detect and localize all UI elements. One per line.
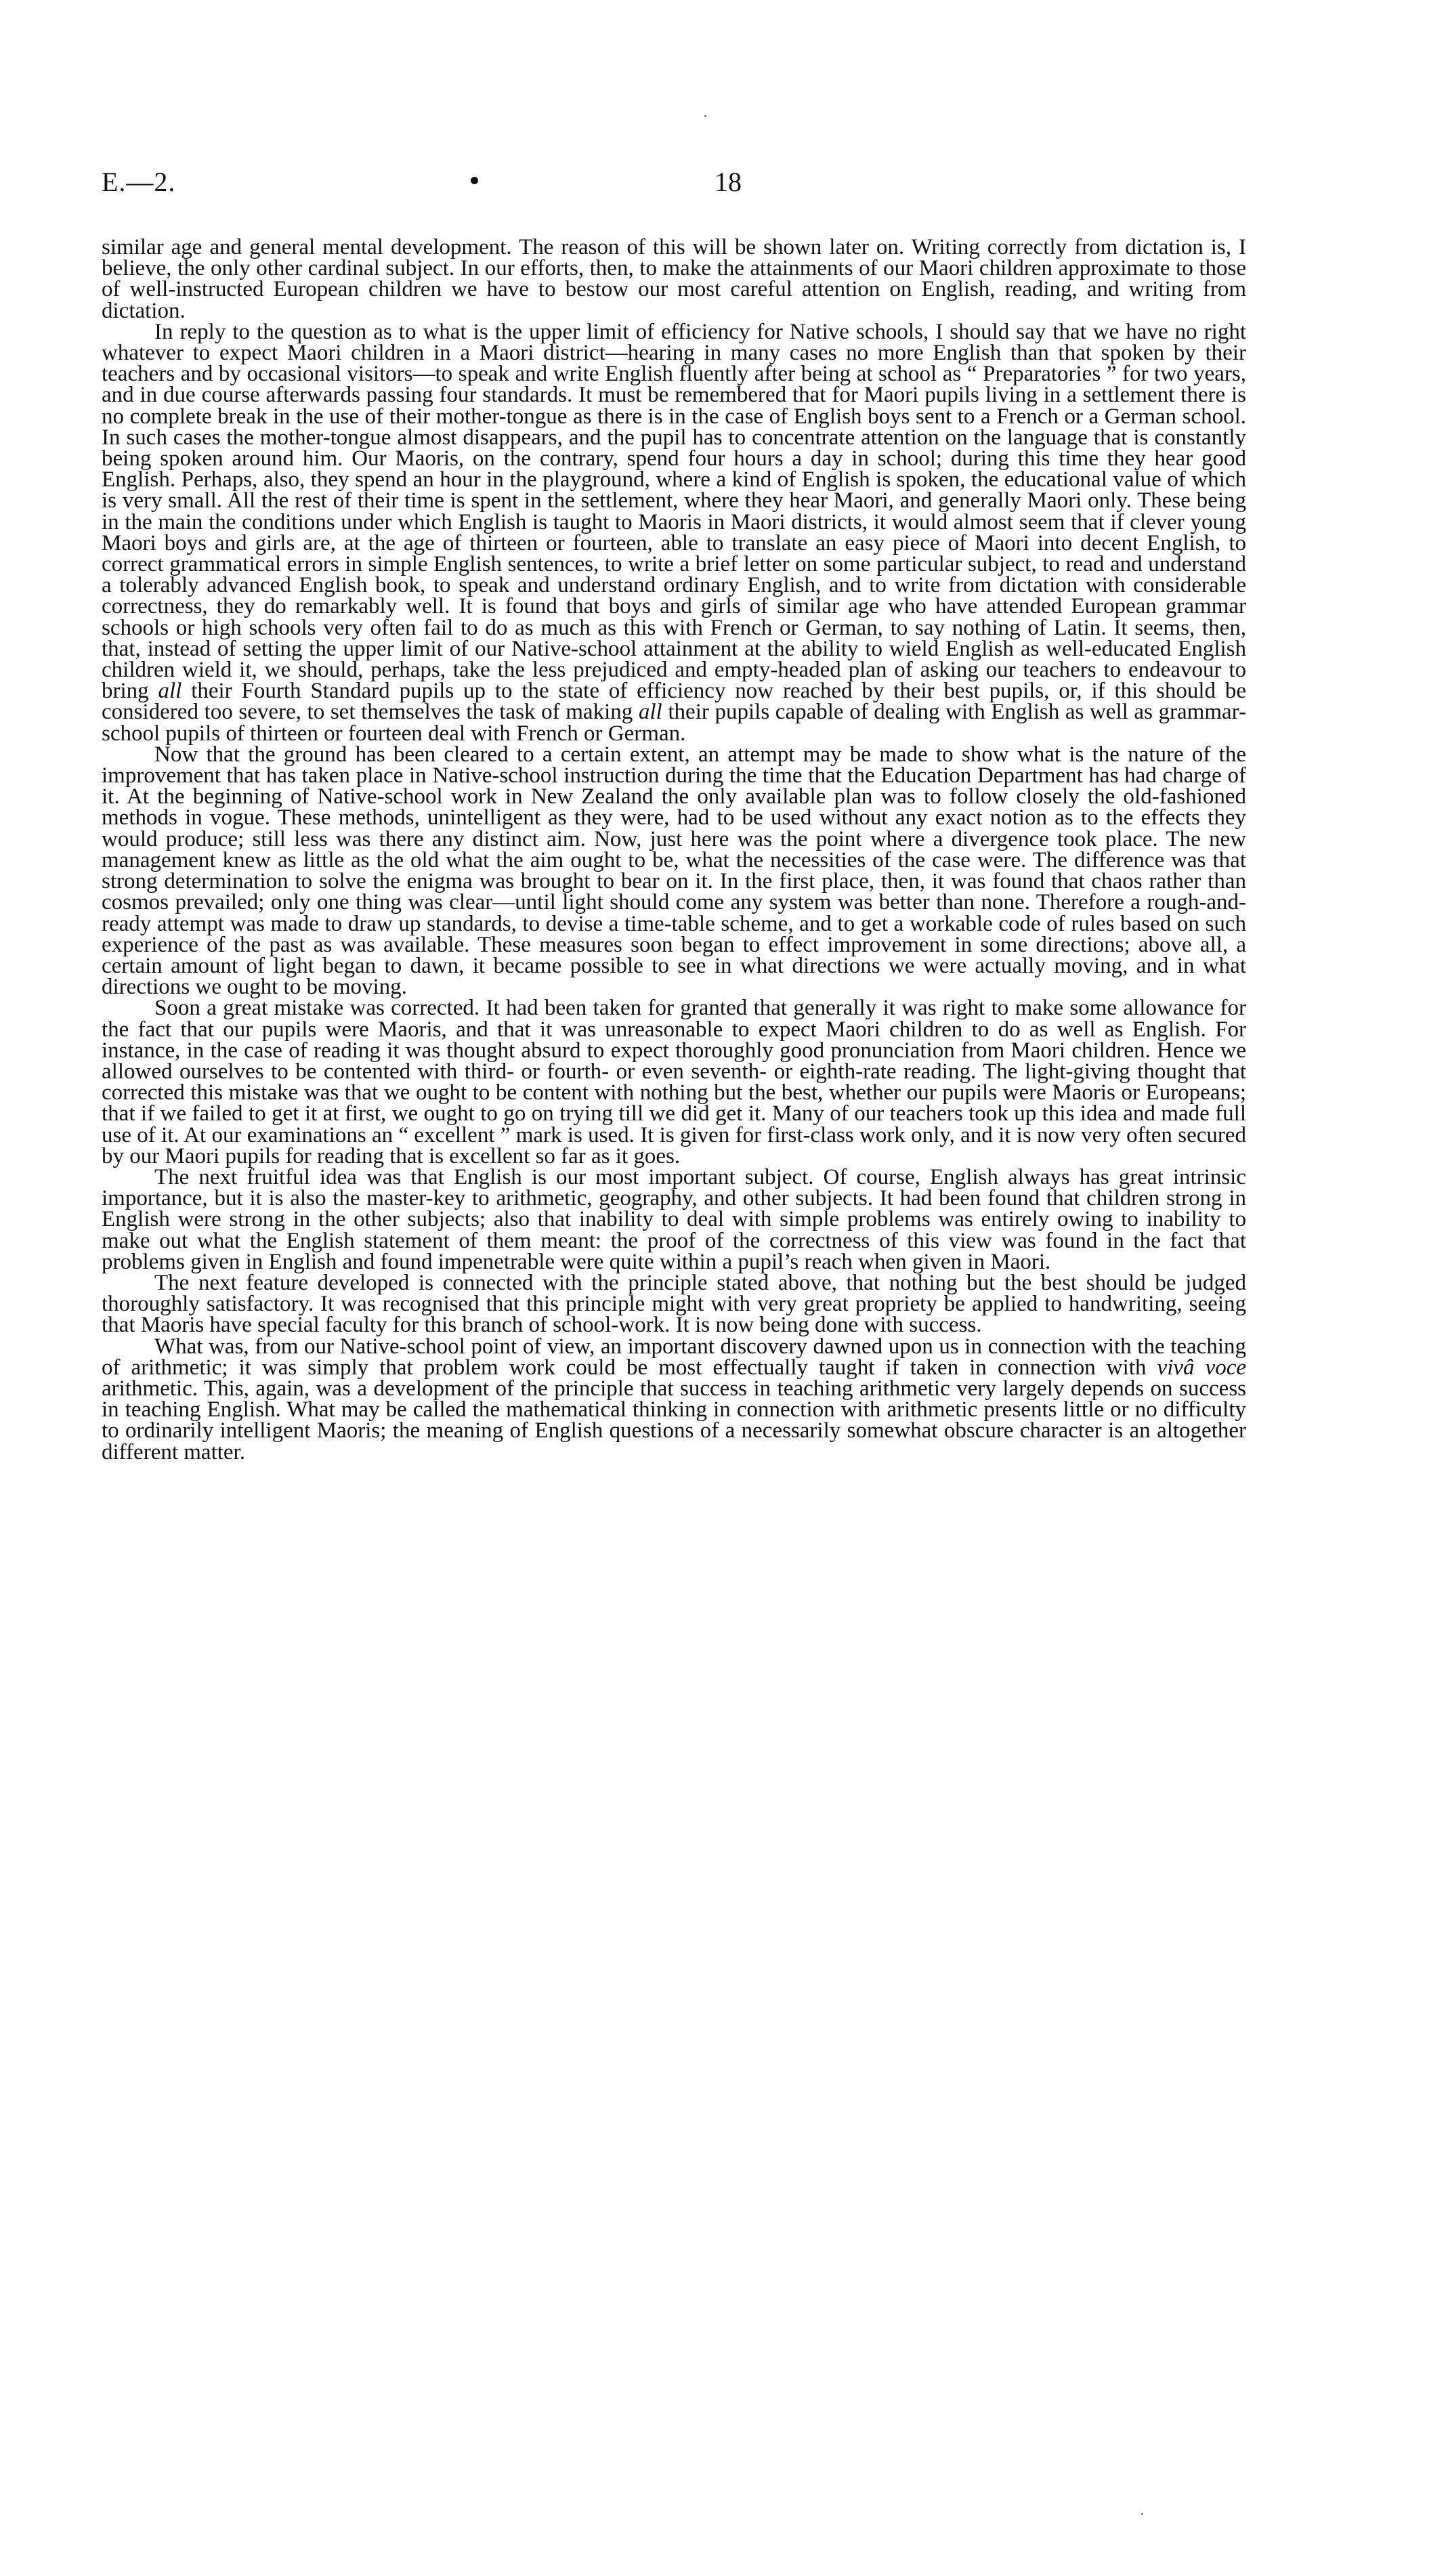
paragraph: The next feature developed is connected with the principle stated above, that nothing but the best should be judged thoroughly satisfactory. It was recognised that this principle might with very great propriety be applied to handwriting, seeing that Maoris have special faculty for this branch of school-work. It is now being done with success. xyxy=(102,1270,1246,1338)
paragraph-text: their Fourth Standard pupils up to the state of efficiency now reached by their best pupils, or, if this should be considered too severe, to set themselves the task of making xyxy=(102,679,1247,725)
paragraph xyxy=(102,1336,1246,1463)
emphasis-text: all xyxy=(158,679,182,704)
paragraph: Now that the ground has been cleared to a certain extent, an attempt may be made to show what is the nature of the improvement that has taken place in Native-school instruction during the time that the Education Department has had charge of it. At the beginning of Native-school work in New Zealand the only available plan was to follow closely the old-fashioned methods in vogue. These methods, unintelligent as they were, had to be used without any exact notion as to the effects they would produce; still less was there any distinct aim. Now, just here was the point where a divergence took place. The new management knew as little as the old what the aim ought to be, what the necessities of the case were. The difference was that strong determination to solve the enigma was brought to bear on it. In the first place, then, it was found that chaos rather than cosmos prevailed; only one thing was clear—until light should come any system was better than none. Therefore a rough-and-ready attempt was made to draw up standards, to devise a time-table scheme, and to get a workable code of rules based on such experience of the past as was available. These measures soon began to effect improvement in some directions; above all, a certain amount of light began to dawn, it became possible to see in what directions we were actually moving, and in what directions we ought to be moving. xyxy=(102,742,1246,1000)
document-code: E.—2. xyxy=(102,167,176,197)
paragraph: Soon a great mistake was corrected. It had been taken for granted that generally it was right to make some allowance for the fact that our pupils were Maoris, and that it was unreasonable to expect Maori children to do as well as English. For instance, in the case of reading it was thought absurd to expect thoroughly good pronunciation from Maori children. Hence we allowed ourselves to be contented with third- or fourth- or even seventh- or eighth-rate reading. The light-giving thought that corrected this mistake was that we ought to be content with nothing but the best, whether our pupils were Maoris or Europeans; that if we failed to get it at first, we ought to go on trying till we did get it. Many of our teachers took up this idea and made full use of it. At our examinations an “ excellent ” mark is used. It is given for first-class work only, and it is now very often secured by our Maori pupils for reading that is excellent so far as it goes. xyxy=(102,996,1246,1168)
paragraph: similar age and general mental development. The reason of this will be shown later on. Writing correctly from dictation is, I believe, the only other cardinal subject. In our efforts, then, to make the attainments of our Maori children approximate to those of well-instructed European children we have to bestow our most careful attention on English, reading, and writing from dictation. xyxy=(102,235,1246,323)
page-number: 18 xyxy=(715,167,742,197)
emphasis-text: all xyxy=(638,700,662,725)
paragraph xyxy=(102,319,1247,746)
ink-dot xyxy=(471,177,478,184)
body-text xyxy=(102,237,1246,1463)
paragraph-text: What was, from our Native-school point of view, an important discovery dawned upon us in connection with the teaching of arithmetic; it was simply that problem work could be most effectually taught if taken in connection with xyxy=(102,1334,1246,1380)
scan-speck xyxy=(1141,2513,1143,2515)
page-header xyxy=(102,166,1355,207)
paragraph: The next fruitful idea was that English is our most important subject. Of course, English always has great intrinsic importance, but it is also the master-key to arithmetic, geography, and other subjects. It had been found that children strong in English were strong in the other subjects; also that inability to deal with simple problems was entirely owing to inability to make out what the English statement of them meant: the proof of the correctness of this view was found in the fact that problems given in English and found impenetrable were quite within a pupil’s reach when given in Maori. xyxy=(102,1164,1246,1274)
paragraph-text: arithmetic. This, again, was a development of the principle that success in teaching arithmetic very largely depends on success in teaching English. What may be called the mathematical thinking in connection with arithmetic presents little or no difficulty to ordinarily intelligent Maoris; the meaning of English questions of a necessarily somewhat obscure character is an altogether different matter. xyxy=(102,1376,1246,1464)
paragraph-text: In reply to the question as to what is the upper limit of efficiency for Native schools, I should say that we have no right whatever to expect Maori children in a Maori district—hearing in many cases no more English than that spoken by their teachers and by occasional visitors—to speak and write English fluently after being at school as “ Preparatories ” for two years, and in due course afterwards passing four standards. It must be remembered that for Maori pupils living in a settlement there is no complete break in the use of their mother-tongue as there is in the case of English boys sent to a French or a German school. In such cases the mother-tongue almost disappears, and the pupil has to concentrate attention on the language that is constantly being spoken around him. Our Maoris, on the contrary, spend four hours a day in school; during this time they hear good English. Perhaps, also, they spend an hour in the playground, where a kind of English is spoken, the educational value of which is very small. All the rest of their time is spent in the settlement, where they hear Maori, and generally Maori only. These being in the main the conditions under which English is taught to Maoris in Maori districts, it would almost seem that if clever young Maori boys and girls are, at the age of thirteen or fourteen, able to translate an easy piece of Maori into decent English, to correct grammatical errors in simple English sentences, to write a brief letter on some particular subject, to read and understand a tolerably advanced English book, to speak and understand ordinary English, and to write from dictation with considerable correctness, they do remarkably well. It is found that boys and girls of similar age who have attended European grammar schools or high schools very often fail to do as much as this with French or German, to say nothing of Latin. It seems, then, that, instead of setting the upper limit of our Native-school attainment at the ability to wield English as well-educated English children wield it, we should, perhaps, take the less prejudiced and empty-headed plan of asking our teachers to endeavour to bring xyxy=(102,319,1246,704)
emphasis-text: vivâ voce xyxy=(1157,1355,1247,1380)
paragraph-text: their pupils capable of dealing with English as well as grammar-school pupils of thirteen or fourteen deal with French or German. xyxy=(102,700,1246,746)
scan-speck xyxy=(704,115,706,117)
